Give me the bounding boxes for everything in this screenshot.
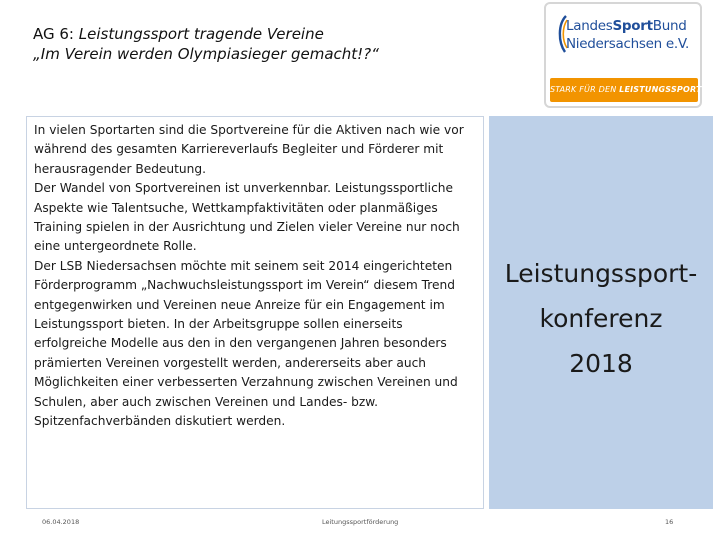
conference-title-line-2: konferenz xyxy=(539,304,663,333)
conference-title-line-1: Leistungssport- xyxy=(504,259,698,288)
conference-year: 2018 xyxy=(569,349,633,378)
footer-date: 06.04.2018 xyxy=(42,518,80,526)
page-number: 16 xyxy=(665,518,674,526)
footer-center-text: Leitungssportförderung xyxy=(322,518,399,526)
slide-title xyxy=(33,24,503,64)
logo-line-1 xyxy=(566,18,687,34)
logo-word-sport: Sport xyxy=(612,18,653,34)
body-paragraph: Der LSB Niedersachsen möchte mit seinem seit 2014 eingerichteten Förderprogramm „Nachwuchsleistungssport im Verein“ diesem Trend entgegenwirken und Vereinen neue Anreize für ein Engagement im Leistungssport bieten. In der Arbeitsgruppe sollen einerseits erfolgreiche Modelle aus den in den vergangenen Jahren besonders prämierten Vereinen vorgestellt werden, andererseits aber auch Möglichkeiten einer verbesserten Verzahnung zwischen Vereinen und Schulen, aber auch zwischen Vereinen und Landes- bzw. Spitzenfachverbänden diskutiert werden. xyxy=(34,258,458,429)
logo-tagline-part1: STARK FÜR DEN xyxy=(550,85,620,94)
slide-subtitle: „Im Verein werden Olympiasieger gemacht!?“ xyxy=(33,45,379,63)
body-paragraph: Der Wandel von Sportvereinen ist unverkennbar. Leistungssportliche Aspekte wie Talentsuche, Wettkampfaktivitäten oder planmäßiges Training spielen in der Ausrichtung und Zielen vieler Vereine nur noch eine untergeordnete Rolle. xyxy=(34,181,460,254)
logo-word-bund: Bund xyxy=(652,18,687,34)
logo-line-2: Niedersachsen e.V. xyxy=(566,36,690,52)
conference-title xyxy=(489,251,713,386)
logo-word-landes: Landes xyxy=(566,18,613,34)
topic-title: Leistungssport tragende Vereine xyxy=(78,25,324,43)
body-text xyxy=(34,121,479,432)
logo-tagline xyxy=(550,78,706,102)
body-paragraph: In vielen Sportarten sind die Sportvereine für die Aktiven nach wie vor während des gesamten Karriereverlaufs Begleiter und Förderer mit herausragender Bedeutung. xyxy=(34,123,464,176)
lsb-logo xyxy=(544,2,706,108)
ag-label: AG 6: xyxy=(33,25,74,43)
logo-tagline-part2: LEISTUNGSSPORT! xyxy=(619,85,706,94)
